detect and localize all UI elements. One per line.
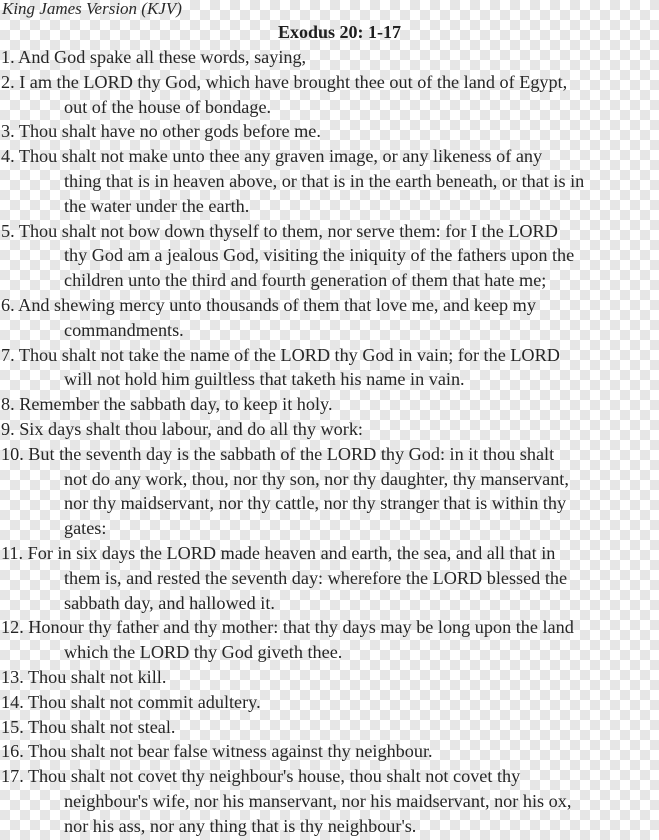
verse-line: 15. Thou shalt not steal. — [1, 716, 176, 737]
verse-4 — [0, 144, 659, 218]
verse-7 — [0, 343, 659, 393]
verse-16 — [0, 739, 659, 764]
verse-line: children unto the third and fourth generation of them that hate me; — [64, 270, 547, 291]
verse-line: 13. Thou shalt not kill. — [1, 666, 167, 687]
verse-line: 6. And shewing mercy unto thousands of them that love me, and keep my — [1, 294, 536, 315]
passage-title: Exodus 20: 1-17 — [277, 22, 402, 42]
verse-list — [0, 45, 659, 839]
verse-line: 14. Thou shalt not commit adultery. — [1, 691, 261, 712]
verse-13 — [0, 665, 659, 690]
verse-1 — [0, 45, 659, 70]
verse-line: 16. Thou shalt not bear false witness against thy neighbour. — [1, 741, 433, 762]
verse-17 — [0, 764, 659, 838]
verse-line: 10. But the seventh day is the sabbath of the LORD thy God: in it thou shalt — [1, 443, 555, 464]
verse-15 — [0, 715, 659, 740]
verse-line: 4. Thou shalt not make unto thee any graven image, or any likeness of any — [1, 146, 543, 167]
verse-3 — [0, 119, 659, 144]
verse-5 — [0, 219, 659, 293]
verse-9 — [0, 417, 659, 442]
verse-14 — [0, 690, 659, 715]
verse-line: 12. Honour thy father and thy mother: that thy days may be long upon the land — [1, 617, 574, 638]
verse-line: will not hold him guiltless that taketh his name in vain. — [64, 369, 465, 390]
verse-10 — [0, 442, 659, 541]
verse-line: 17. Thou shalt not covet thy neighbour's house, thou shalt not covet thy — [1, 766, 521, 787]
verse-line: 11. For in six days the LORD made heaven and earth, the sea, and all that in — [1, 542, 556, 563]
verse-12 — [0, 615, 659, 665]
verse-line: 1. And God spake all these words, saying, — [1, 47, 307, 67]
verse-6 — [0, 293, 659, 343]
version-label: King James Version (KJV) — [2, 0, 182, 18]
verse-line: nor thy maidservant, nor thy cattle, nor thy stranger that is within thy — [64, 493, 567, 514]
verse-line: 2. I am the LORD thy God, which have brought thee out of the land of Egypt, — [1, 71, 568, 92]
verse-line: 8. Remember the sabbath day, to keep it holy. — [1, 394, 333, 415]
verse-line: out of the house of bondage. — [64, 96, 272, 117]
verse-line: 3. Thou shalt have no other gods before me. — [1, 121, 321, 142]
verse-line: 9. Six days shalt thou labour, and do all thy work: — [1, 418, 363, 439]
verse-line: thing that is in heaven above, or that is in the earth beneath, or that is in — [64, 170, 585, 191]
verse-line: gates: — [64, 518, 107, 539]
verse-line: thy God am a jealous God, visiting the iniquity of the fathers upon the — [64, 245, 575, 266]
verse-2 — [0, 70, 659, 120]
verse-8 — [0, 392, 659, 417]
verse-line: the water under the earth. — [64, 195, 250, 216]
verse-line: which the LORD thy God giveth thee. — [64, 642, 343, 663]
verse-line: not do any work, thou, nor thy son, nor thy daughter, thy manservant, — [64, 468, 569, 489]
verse-line: commandments. — [64, 319, 184, 340]
verse-line: 5. Thou shalt not bow down thyself to them, nor serve them: for I the LORD — [1, 220, 558, 241]
verse-line: neighbour's wife, nor his manservant, nor his maidservant, nor his ox, — [64, 790, 572, 811]
verse-line: them is, and rested the seventh day: wherefore the LORD blessed the — [64, 567, 568, 588]
verse-line: nor his ass, nor any thing that is thy neighbour's. — [64, 815, 417, 836]
verse-11 — [0, 541, 659, 615]
verse-line: 7. Thou shalt not take the name of the LORD thy God in vain; for the LORD — [1, 344, 560, 365]
verse-line: sabbath day, and hallowed it. — [64, 592, 275, 613]
